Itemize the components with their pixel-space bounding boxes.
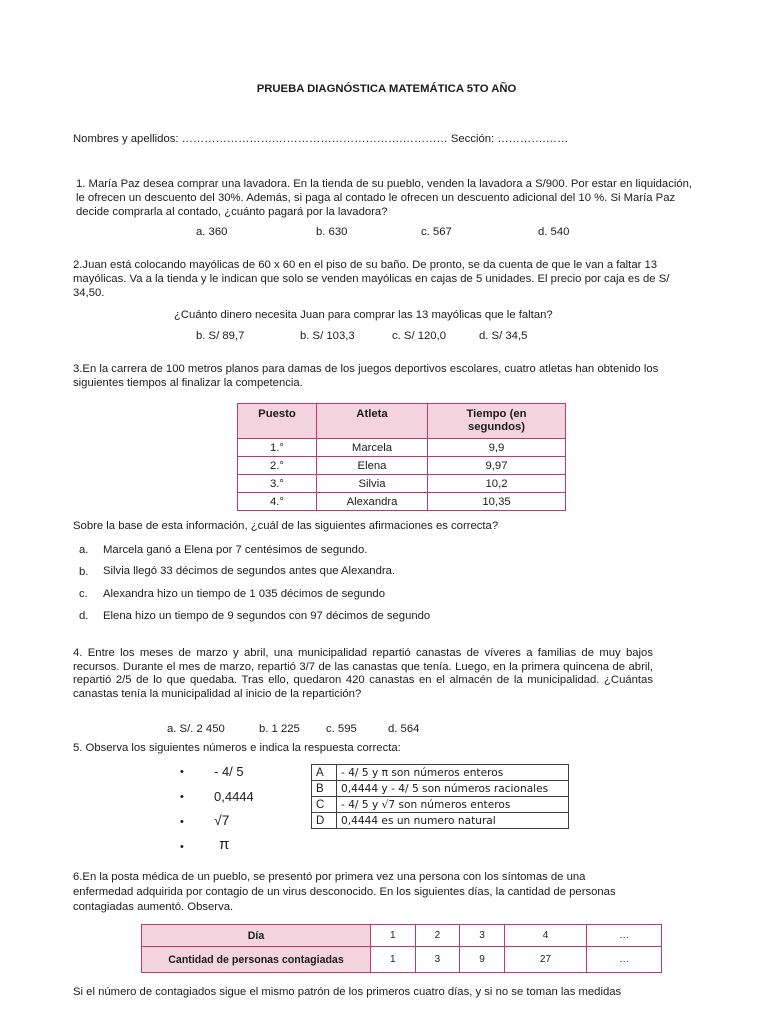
cell-tiempo: 10,2 xyxy=(428,475,566,493)
cell-puesto: 4.° xyxy=(238,493,317,511)
number-decimal: 0,4444 xyxy=(214,789,254,804)
table-row xyxy=(238,457,566,475)
q4-option-d: d. 564 xyxy=(388,723,420,735)
q3-option-c-letter: c. xyxy=(79,588,88,600)
options-table xyxy=(311,764,569,829)
question-2-prompt: ¿Cuánto dinero necesita Juan para comprar las 13 mayólicas que le faltan? xyxy=(174,309,553,321)
table-row xyxy=(312,781,569,797)
cell-atleta: Alexandra xyxy=(317,493,428,511)
q1-option-d: d. 540 xyxy=(538,226,570,238)
q2-option-b1: b. S/ 89,7 xyxy=(196,330,245,342)
q3-option-a-text: Marcela ganó a Elena por 7 centésimos de segundo. xyxy=(103,544,368,556)
question-3-text: 3.En la carrera de 100 metros planos para damas de los juegos deportivos escolares, cuatro atletas han obtenido los siguientes tiempos al finalizar la competencia. xyxy=(73,363,659,389)
q4-option-c: c. 595 xyxy=(326,723,357,735)
option-key: B xyxy=(312,781,337,797)
cell-day: 3 xyxy=(460,925,505,947)
q3-option-d-letter: d. xyxy=(79,610,89,622)
option-key: C xyxy=(312,797,337,813)
q3-option-d-text: Elena hizo un tiempo de 9 segundos con 97 décimos de segundo xyxy=(103,610,431,622)
option-text: 0,4444 es un numero natural xyxy=(337,813,569,829)
cell-count: 1 xyxy=(371,947,416,973)
option-key: D xyxy=(312,813,337,829)
cell-count: 27 xyxy=(504,947,586,973)
table-row xyxy=(238,493,566,511)
question-4-text: 4. Entre los meses de marzo y abril, una municipalidad repartió canastas de víveres a familias de muy bajos recursos. Durante el mes de marzo, repartió 3/7 de las canastas que tenía. Luego, en la primera quincena de abril, repartió 2/5 de lo que quedaba. Tras ello, quedaron 420 canastas en el almacén de la municipalidad. ¿Cuántas canastas tenía la municipalidad al inicio de la repartición? xyxy=(73,647,653,700)
option-text: - 4/ 5 y √7 son números enteros xyxy=(337,797,569,813)
q3-option-a-letter: a. xyxy=(79,544,89,556)
table-row xyxy=(312,813,569,829)
row-label-dia: Día xyxy=(142,925,371,947)
cell-puesto: 3.° xyxy=(238,475,317,493)
cell-puesto: 1.° xyxy=(238,439,317,457)
page-title: PRUEBA DIAGNÓSTICA MATEMÁTICA 5TO AÑO xyxy=(256,83,517,95)
cell-day: 1 xyxy=(371,925,416,947)
question-6-footer: Si el número de contagiados sigue el mismo patrón de los primeros cuatro días, y si no se toman las medidas xyxy=(73,986,622,998)
cell-atleta: Silvia xyxy=(317,475,428,493)
header-tiempo: Tiempo (en segundos) xyxy=(428,404,566,439)
q2-option-d: d. S/ 34,5 xyxy=(479,330,528,342)
race-times-table xyxy=(237,403,566,511)
bullet: • xyxy=(180,766,184,778)
q3-option-b-letter: b. xyxy=(79,566,89,578)
table-row xyxy=(312,765,569,781)
cell-count: 9 xyxy=(460,947,505,973)
cell-count: … xyxy=(587,947,662,973)
table-row xyxy=(142,925,662,947)
option-text: 0,4444 y - 4/ 5 son números racionales xyxy=(337,781,569,797)
table-row xyxy=(238,439,566,457)
header-puesto: Puesto xyxy=(238,404,317,439)
q3-option-c-text: Alexandra hizo un tiempo de 1 035 décimos de segundo xyxy=(103,588,385,600)
question-6-text: 6.En la posta médica de un pueblo, se presentó por primera vez una persona con los síntomas de una enfermedad adquirida por contagio de un virus desconocido. En los siguientes días, la cantidad de personas contagiadas aumentó. Observa. xyxy=(73,871,616,913)
question-3-prompt: Sobre la base de esta información, ¿cuál de las siguientes afirmaciones es correcta? xyxy=(73,520,499,532)
question-2-text: 2.Juan está colocando mayólicas de 60 x 60 en el piso de su baño. De pronto, se da cuenta de que le van a faltar 13 mayólicas. Va a la tienda y le indican que solo se venden mayólicas en cajas de 5 unidades. El precio por caja es de S/ 34,50. xyxy=(73,259,670,299)
number-sqrt-seven: √7 xyxy=(214,812,230,828)
contagion-table xyxy=(141,924,662,973)
q1-option-a: a. 360 xyxy=(196,226,228,238)
q2-option-c: c. S/ 120,0 xyxy=(392,330,447,342)
q1-option-b: b. 630 xyxy=(316,226,348,238)
name-section-line: Nombres y apellidos: …………………….…………………………….………… Sección: ………….…… xyxy=(73,133,569,145)
cell-day: 4 xyxy=(504,925,586,947)
cell-day: 2 xyxy=(415,925,460,947)
bullet: • xyxy=(180,841,184,853)
table-row xyxy=(312,797,569,813)
cell-tiempo: 9,97 xyxy=(428,457,566,475)
cell-tiempo: 10,35 xyxy=(428,493,566,511)
bullet: • xyxy=(180,816,184,828)
q3-option-b-text: Silvia llegó 33 décimos de segundos antes que Alexandra. xyxy=(103,565,396,577)
table-row xyxy=(238,475,566,493)
cell-day: … xyxy=(587,925,662,947)
cell-tiempo: 9,9 xyxy=(428,439,566,457)
cell-puesto: 2.° xyxy=(238,457,317,475)
question-1-text: 1. María Paz desea comprar una lavadora. En la tienda de su pueblo, venden la lavadora a S/900. Por estar en liquidación, le ofrecen un descuento del 30%. Además, si paga al contado le ofrecen un descuento adicional del 10 %. Si María Paz decide comprarla al contado, ¿cuánto pagará por la lavadora? xyxy=(76,178,693,218)
question-5-text: 5. Observa los siguientes números e indica la respuesta correcta: xyxy=(73,742,401,754)
number-neg-four-fifths: - 4/ 5 xyxy=(214,764,244,779)
cell-atleta: Marcela xyxy=(317,439,428,457)
q4-option-b: b. 1 225 xyxy=(259,723,300,735)
q1-option-c: c. 567 xyxy=(421,226,452,238)
header-atleta: Atleta xyxy=(317,404,428,439)
row-label-contagiados: Cantidad de personas contagiadas xyxy=(142,947,371,973)
number-pi: π xyxy=(219,836,230,853)
q2-option-b2: b. S/ 103,3 xyxy=(300,330,355,342)
cell-count: 3 xyxy=(415,947,460,973)
cell-atleta: Elena xyxy=(317,457,428,475)
option-key: A xyxy=(312,765,337,781)
q4-option-a: a. S/. 2 450 xyxy=(167,723,225,735)
option-text: - 4/ 5 y π son números enteros xyxy=(337,765,569,781)
bullet: • xyxy=(180,791,184,803)
table-row xyxy=(142,947,662,973)
